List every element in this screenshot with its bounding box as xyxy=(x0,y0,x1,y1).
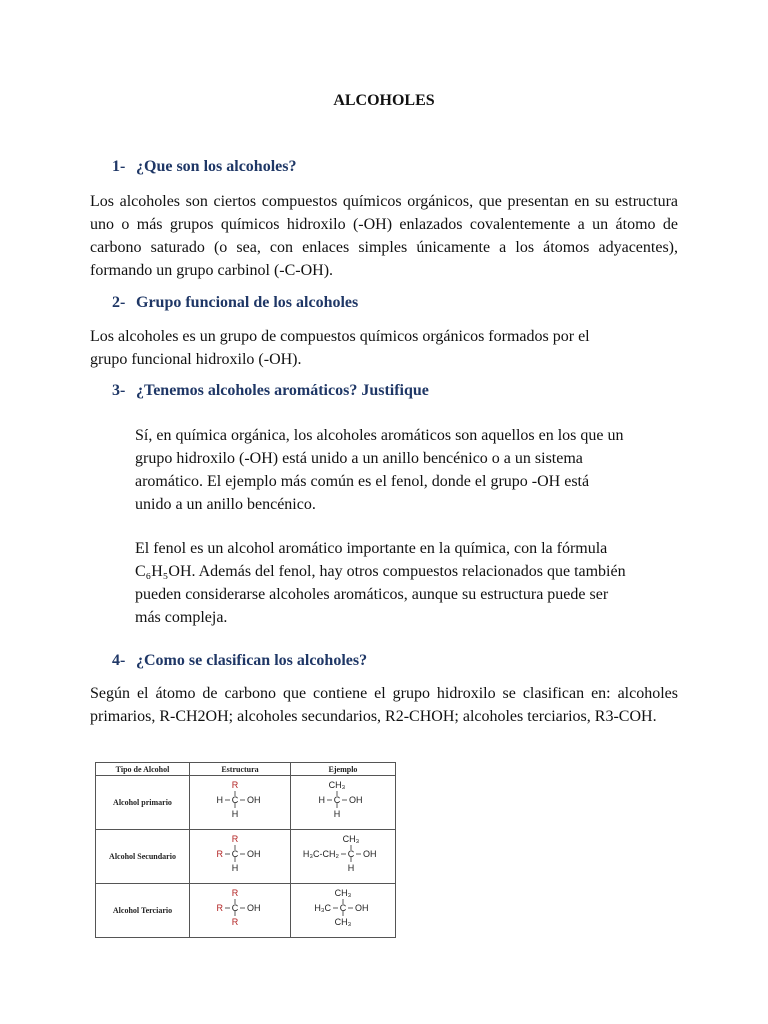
section-2-number: 2- xyxy=(112,294,126,311)
section-3-p2-line: pueden considerarse alcoholes aromáticos, aunque su estructura puede ser xyxy=(135,586,609,603)
example-cell xyxy=(291,884,396,938)
atom-bottom: H xyxy=(231,809,239,819)
alcohol-type-label: Alcohol primario xyxy=(96,776,190,830)
table-header-structure: Estructura xyxy=(190,763,291,776)
section-3-p2-line: C₆H₅OH. Además del fenol, hay otros compuestos relacionados que también xyxy=(135,563,626,580)
section-1-body: Los alcoholes son ciertos compuestos químicos orgánicos, que presentan en su estructura uno o más grupos químicos hidroxilo (-OH) enlazados covalentemente a un átomo de carbono saturado (o sea, con enlaces simples únicamente a los átomos adyacentes), formando un grupo carbinol (-C-OH). xyxy=(90,193,678,279)
atom-left: H xyxy=(318,795,325,805)
section-1-title: ¿Que son los alcoholes? xyxy=(136,158,297,175)
atom-right: OH xyxy=(363,849,377,859)
section-2-body xyxy=(90,325,678,371)
atom-center: C xyxy=(347,849,355,859)
table-header-type: Tipo de Alcohol xyxy=(96,763,190,776)
section-3-paragraph-2 xyxy=(135,537,655,629)
atom-top: CH₃ xyxy=(342,834,360,844)
document-title: ALCOHOLES xyxy=(333,92,435,109)
atom-bottom: H xyxy=(347,863,355,873)
structure-formula xyxy=(190,830,290,878)
atom-center: C xyxy=(231,903,239,913)
alcohol-type-label: Alcohol Secundario xyxy=(96,830,190,884)
alcohol-type-label: Alcohol Terciario xyxy=(96,884,190,938)
example-cell xyxy=(291,776,396,830)
structure-cell xyxy=(190,776,291,830)
example-formula xyxy=(291,776,395,824)
atom-right: OH xyxy=(247,795,261,805)
section-3-title: ¿Tenemos alcoholes aromáticos? Justifique xyxy=(136,382,429,399)
atom-right: OH xyxy=(355,903,369,913)
atom-left: H xyxy=(216,795,223,805)
atom-top: R xyxy=(231,888,239,898)
atom-right: OH xyxy=(247,903,261,913)
section-4-title: ¿Como se clasifican los alcoholes? xyxy=(136,652,368,669)
structure-formula xyxy=(190,776,290,824)
section-4-heading xyxy=(112,652,367,670)
section-3-p1-line: grupo hidroxilo (-OH) está unido a un anillo bencénico o a un sistema xyxy=(135,450,583,467)
atom-center: C xyxy=(231,795,239,805)
atom-left: H₃C-CH₂ xyxy=(302,849,339,859)
atom-bottom: H xyxy=(231,863,239,873)
atom-center: C xyxy=(333,795,341,805)
section-2-title: Grupo funcional de los alcoholes xyxy=(136,294,359,311)
atom-bottom: H xyxy=(333,809,341,819)
section-3-p1-line: aromático. El ejemplo más común es el fenol, donde el grupo -OH está xyxy=(135,473,590,490)
atom-bottom: CH₃ xyxy=(334,917,352,927)
example-cell xyxy=(291,830,396,884)
table-row xyxy=(96,776,396,830)
section-3-p2-line: más compleja. xyxy=(135,609,228,626)
structure-cell xyxy=(190,884,291,938)
table-header-row xyxy=(96,763,396,776)
atom-left: R xyxy=(216,903,223,913)
table-header-example: Ejemplo xyxy=(291,763,396,776)
atom-center: C xyxy=(231,849,239,859)
section-3-p1-line: Sí, en química orgánica, los alcoholes aromáticos son aquellos en los que un xyxy=(135,427,624,444)
atom-top: CH₃ xyxy=(334,888,352,898)
example-formula xyxy=(291,884,395,932)
section-3-number: 3- xyxy=(112,382,126,399)
structure-cell xyxy=(190,830,291,884)
section-3-heading xyxy=(112,382,429,400)
section-2-heading xyxy=(112,294,358,312)
atom-right: OH xyxy=(349,795,363,805)
table-row xyxy=(96,830,396,884)
atom-left: H₃C xyxy=(314,903,331,913)
section-3-p2-line: El fenol es un alcohol aromático importante en la química, con la fórmula xyxy=(135,540,608,557)
atom-bottom: R xyxy=(231,917,239,927)
atom-top: R xyxy=(231,834,239,844)
example-formula xyxy=(291,830,395,878)
atom-right: OH xyxy=(247,849,261,859)
section-3-paragraph-1 xyxy=(135,424,655,516)
section-3-p1-line: unido a un anillo bencénico. xyxy=(135,496,316,513)
table-row xyxy=(96,884,396,938)
alcohol-classification-table xyxy=(95,762,396,938)
section-1-heading xyxy=(112,158,296,176)
section-2-line: Los alcoholes es un grupo de compuestos químicos orgánicos formados por el xyxy=(90,328,590,345)
atom-center: C xyxy=(339,903,347,913)
atom-left: R xyxy=(216,849,223,859)
atom-top: R xyxy=(231,780,239,790)
section-4-number: 4- xyxy=(112,652,126,669)
section-2-line: grupo funcional hidroxilo (-OH). xyxy=(90,351,302,368)
section-4-body: Según el átomo de carbono que contiene el grupo hidroxilo se clasifican en: alcoholes primarios, R-CH2OH; alcoholes secundarios, R2-CHOH; alcoholes terciarios, R3-COH. xyxy=(90,685,678,725)
section-1-number: 1- xyxy=(112,158,126,175)
structure-formula xyxy=(190,884,290,932)
atom-top: CH₃ xyxy=(328,780,346,790)
